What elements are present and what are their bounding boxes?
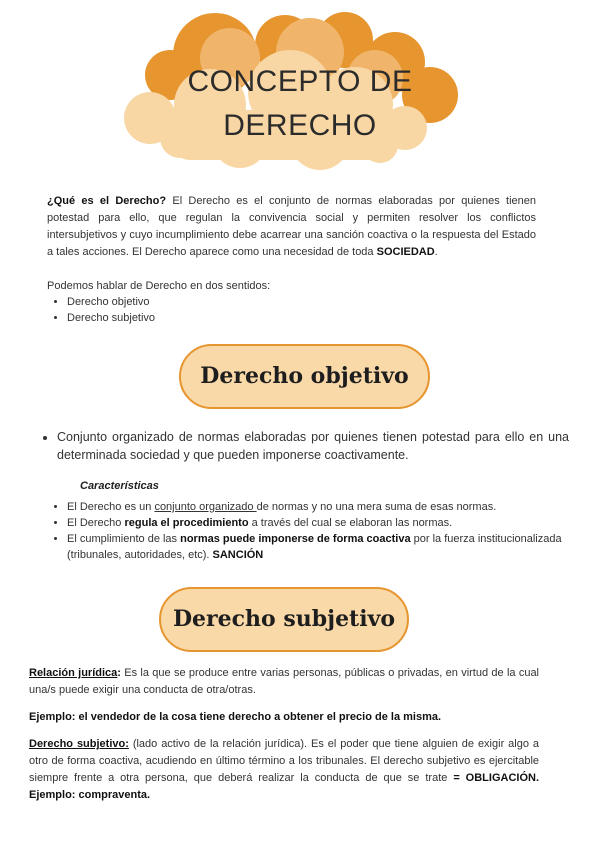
subjetivo-heading xyxy=(159,587,409,652)
characteristics-title: Características xyxy=(80,480,159,492)
example-line: Ejemplo: el vendedor de la cosa tiene derecho a obtener el precio de la misma. xyxy=(29,711,442,723)
relacion-paragraph: Relación jurídica: Es la que se produce entre varias personas, públicas o privadas, en virtud de la cual una/s puede exigir una conducta de otra/otras. xyxy=(29,667,540,696)
objetivo-heading xyxy=(179,344,430,409)
title-line-2: DERECHO xyxy=(223,109,377,142)
characteristic-1: • El Derecho es un conjunto organizado de normas y no una mera suma de esas normas. xyxy=(67,499,567,515)
senses-item-objetivo: • Derecho objetivo xyxy=(67,294,367,310)
characteristic-3: • El cumplimiento de las normas puede imponerse de forma coactiva por la fuerza institucionalizada (tribunales, autoridades, etc). SANCIÓN xyxy=(67,531,567,563)
characteristics-list xyxy=(47,499,567,563)
page-title xyxy=(150,60,450,148)
derecho-subjetivo-paragraph xyxy=(29,736,539,804)
intro-text: El Derecho es el conjunto de normas elaboradas por quienes tienen potestad para ello, que regulan la convivencia social y permiten resolver los conflictos intersubjetivos y cuyo incumplimiento debe acarrear una sanción coactiva o la respuesta del Estado a tales acciones. El Derecho aparece como una necesidad de toda xyxy=(47,195,536,258)
title-line-1: CONCEPTO DE xyxy=(187,65,413,98)
senses-item-subjetivo: • Derecho subjetivo xyxy=(67,310,367,326)
obligacion-text: = OBLIGACIÓN. Ejemplo: compraventa. xyxy=(29,772,540,801)
senses-lead: Podemos hablar de Derecho en dos sentidos: xyxy=(47,280,271,292)
intro-paragraph xyxy=(47,193,536,261)
subjetivo-heading-text: Derecho subjetivo xyxy=(172,606,396,632)
objetivo-heading-text: Derecho objetivo xyxy=(200,363,409,389)
characteristic-2: • El Derecho regula el procedimiento a través del cual se elaboran las normas. xyxy=(67,515,567,531)
senses-list xyxy=(47,294,367,326)
intro-dot: . xyxy=(434,246,438,258)
objetivo-definition-list xyxy=(37,428,569,464)
intro-question: ¿Qué es el Derecho? xyxy=(47,195,167,207)
relacion-text: Es la que se produce entre varias personas, públicas o privadas, en virtud de la cual una/s puede exigir una conducta de otra/otras. xyxy=(29,667,540,696)
derecho-subjetivo-label: Derecho subjetivo: xyxy=(29,738,129,750)
derecho-subjetivo-text: (lado activo de la relación jurídica). Es el poder que tiene alguien de exigir algo a otro de forma coactiva, acudiendo en último término a los tribunales. El derecho subjetivo es ejercitable siempre frente a otra persona, que deberá realizar la conducta de que se trate xyxy=(29,738,539,784)
relacion-label: Relación jurídica xyxy=(29,667,118,679)
objetivo-definition: • Conjunto organizado de normas elaboradas por quienes tienen potestad para ello en una determinada sociedad y que pueden imponerse coactivamente. xyxy=(57,428,569,464)
intro-sociedad: SOCIEDAD xyxy=(376,246,435,258)
